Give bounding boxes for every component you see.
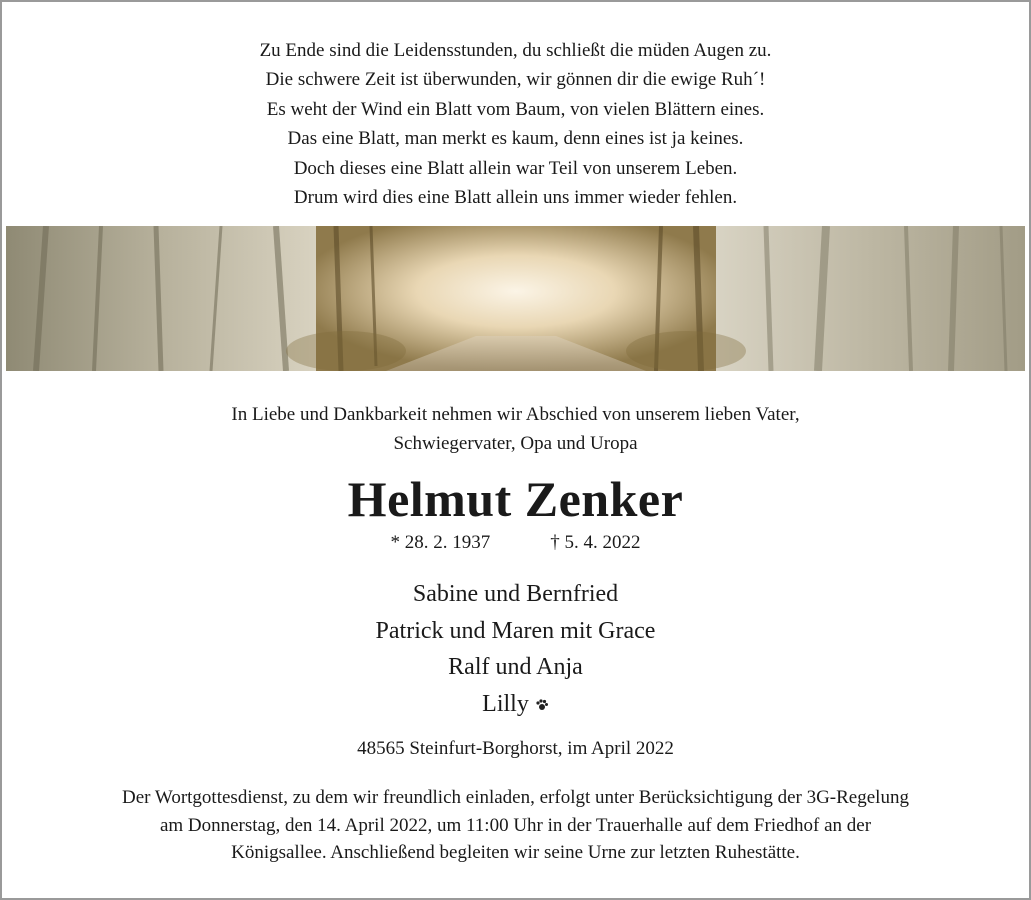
place-date: 48565 Steinfurt-Borghorst, im April 2022 bbox=[357, 738, 674, 759]
family-member: Sabine und Bernfried bbox=[412, 581, 619, 607]
intro-line: In Liebe und Dankbarkeit nehmen wir Abschied von unserem lieben Vater, bbox=[231, 404, 800, 425]
death-date: † 5. 4. 2022 bbox=[550, 532, 641, 553]
poem-line: Drum wird dies eine Blatt allein uns immer wieder fehlen. bbox=[293, 187, 738, 209]
family-member: Lilly bbox=[482, 690, 529, 717]
family-member-last bbox=[0, 686, 1031, 724]
poem bbox=[0, 36, 1031, 212]
deceased-name: Helmut Zenker bbox=[347, 471, 684, 527]
family-member: Ralf und Anja bbox=[448, 654, 583, 680]
intro-text bbox=[0, 400, 1031, 458]
poem-line: Zu Ende sind die Leidensstunden, du schließt die müden Augen zu. bbox=[259, 40, 772, 61]
service-info bbox=[30, 784, 1001, 867]
service-line: am Donnerstag, den 14. April 2022, um 11:00 Uhr in der Trauerhalle auf dem Friedhof an der bbox=[159, 814, 872, 836]
poem-line: Es weht der Wind ein Blatt vom Baum, von vielen Blättern eines. bbox=[266, 98, 765, 120]
family-list bbox=[0, 576, 1031, 723]
life-dates bbox=[0, 532, 1031, 554]
intro-line: Schwiegervater, Opa und Uropa bbox=[393, 433, 638, 454]
paw-icon bbox=[535, 687, 549, 724]
family-member: Patrick und Maren mit Grace bbox=[375, 617, 656, 644]
service-line: Der Wortgottesdienst, zu dem wir freundlich einladen, erfolgt unter Berücksichtigung der 3G-Regelung bbox=[122, 787, 909, 808]
birth-date: * 28. 2. 1937 bbox=[390, 532, 491, 553]
poem-line: Doch dieses eine Blatt allein war Teil von unserem Leben. bbox=[293, 157, 738, 179]
service-line: Königsallee. Anschließend begleiten wir seine Urne zur letzten Ruhestätte. bbox=[231, 842, 800, 863]
poem-line: Die schwere Zeit ist überwunden, wir gönnen dir die ewige Ruh´! bbox=[265, 69, 766, 91]
forest-path-image bbox=[6, 226, 1025, 371]
poem-line: Das eine Blatt, man merkt es kaum, denn eines ist ja keines. bbox=[287, 128, 744, 150]
